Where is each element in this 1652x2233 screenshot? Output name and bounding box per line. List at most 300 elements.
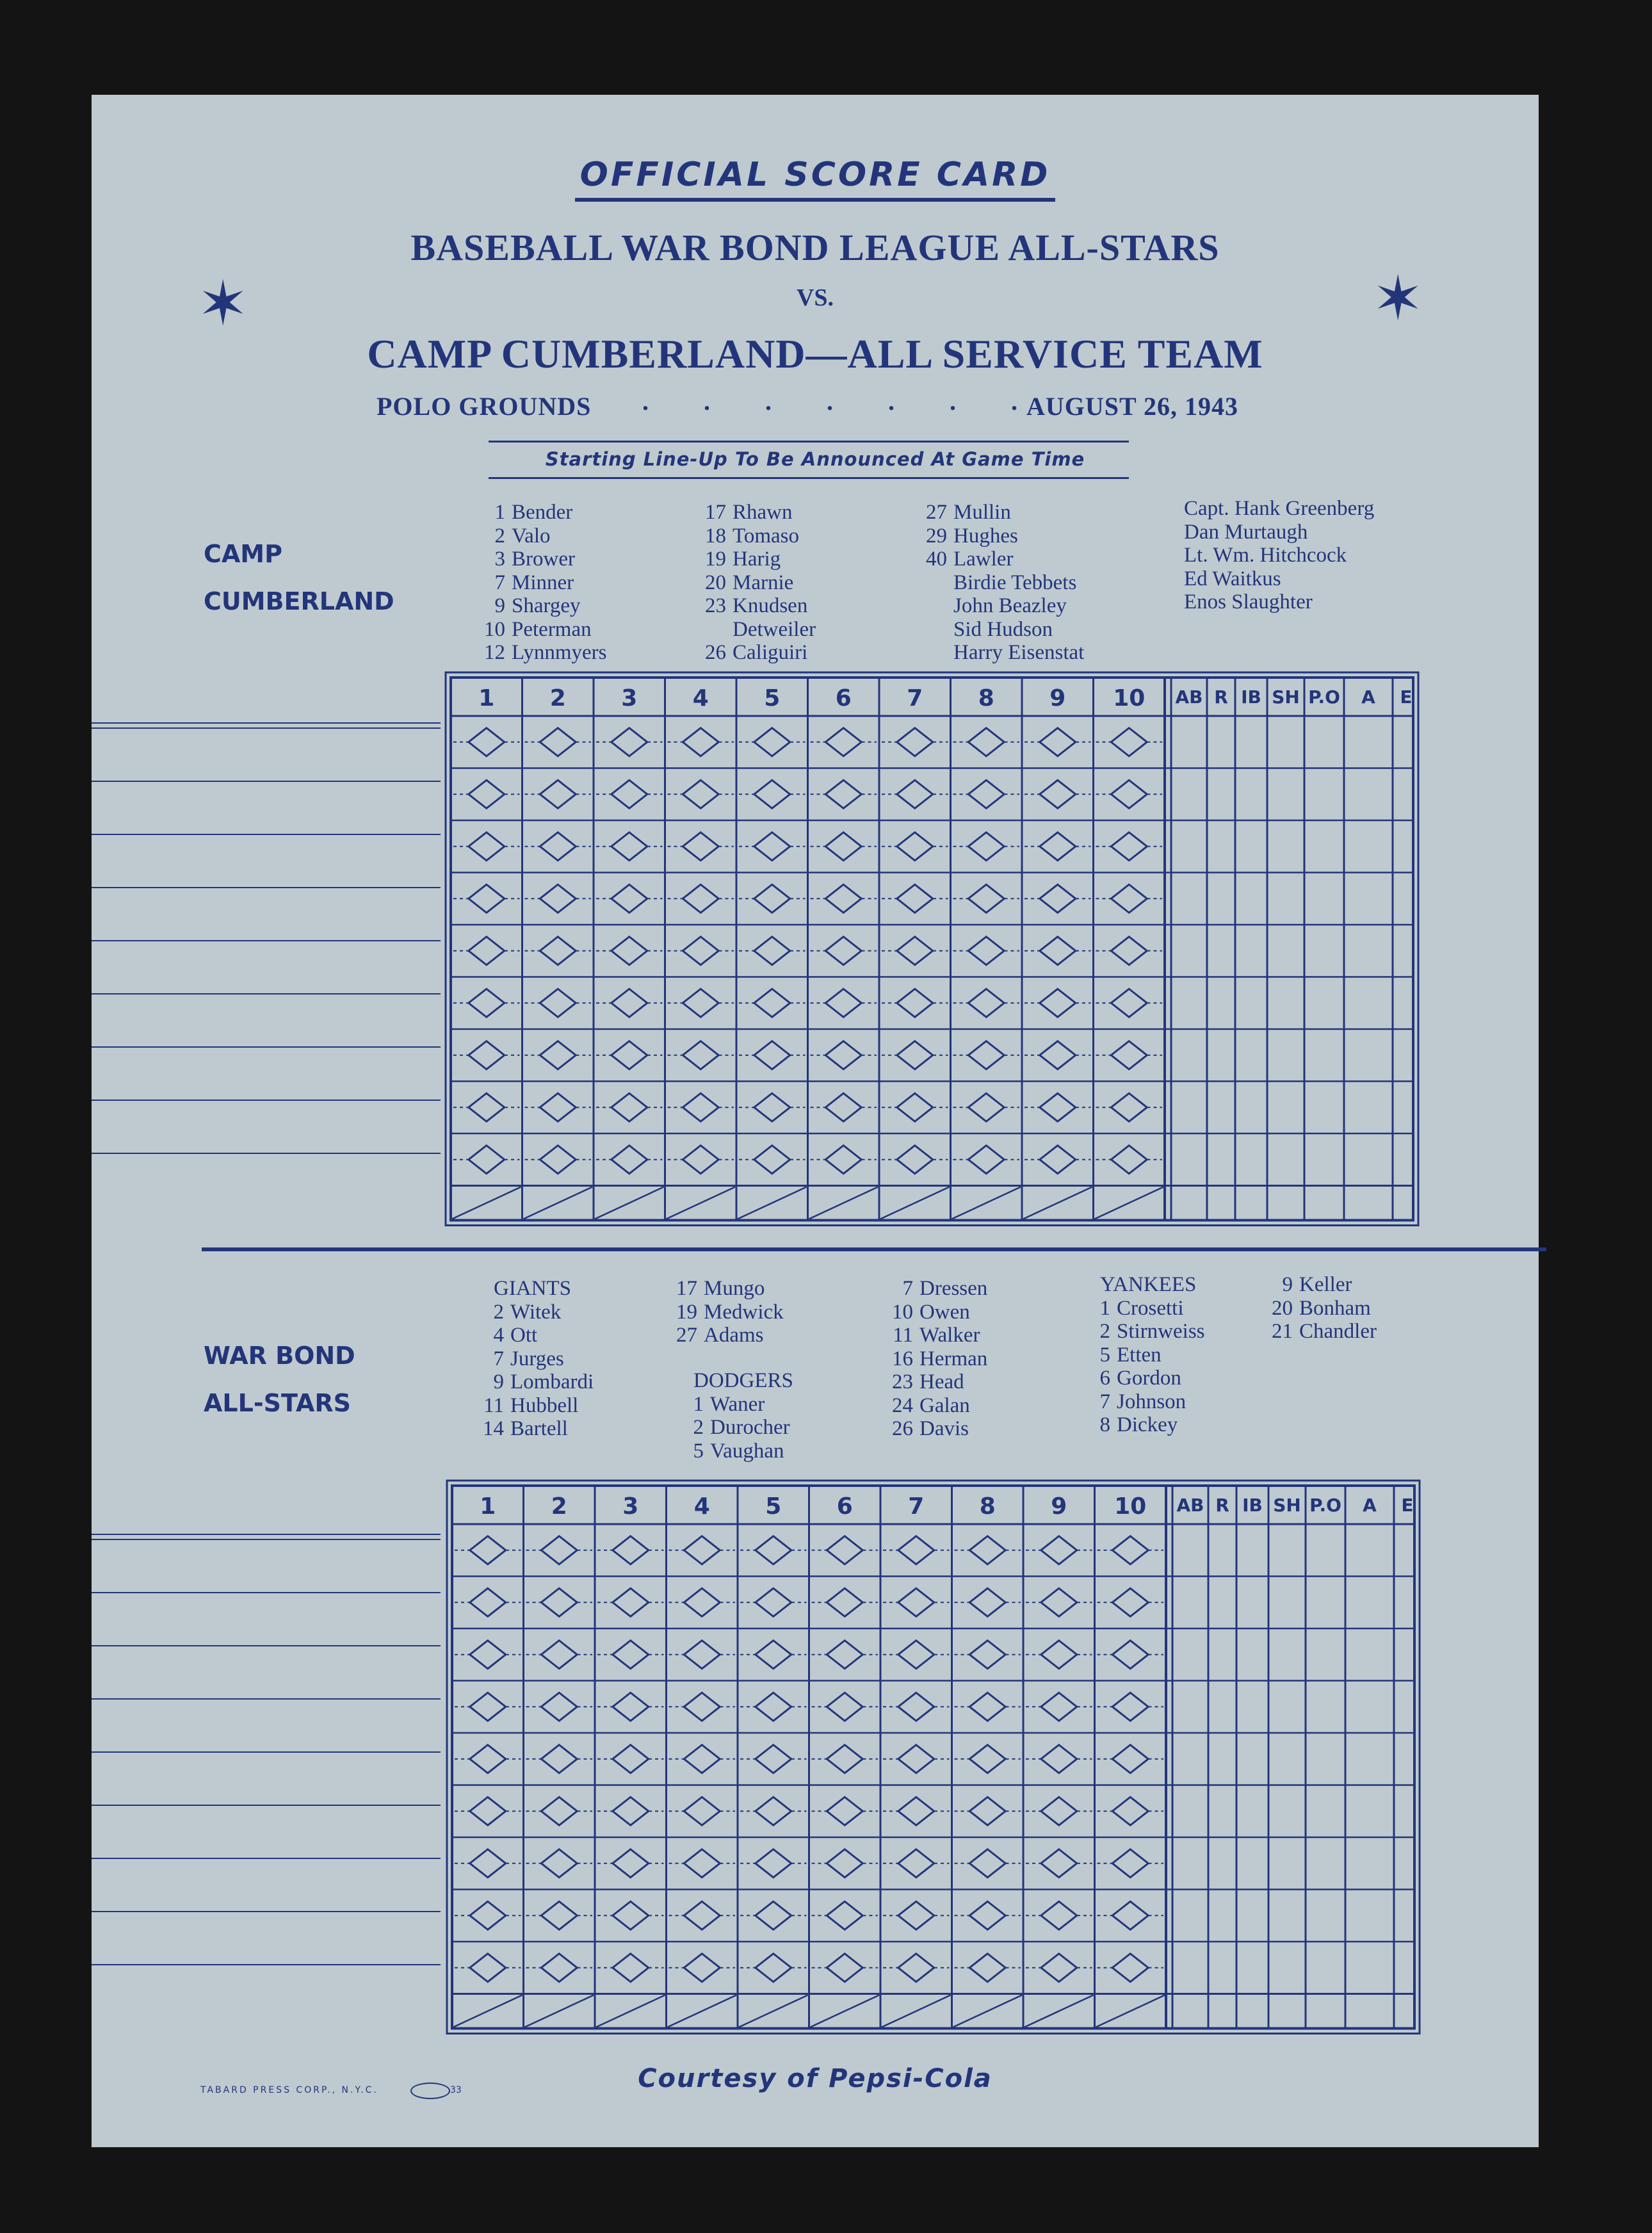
diamond-icon bbox=[1112, 1849, 1148, 1878]
player-name: Crosetti bbox=[1117, 1296, 1184, 1320]
diamond-icon bbox=[611, 1146, 647, 1174]
diamond-icon bbox=[613, 1745, 649, 1773]
player-number: 2 bbox=[693, 1416, 704, 1439]
batter-line[interactable] bbox=[92, 1534, 441, 1535]
diamond-icon bbox=[540, 832, 576, 861]
game-date: AUGUST 26, 1943 bbox=[1026, 392, 1238, 421]
diamond-icon bbox=[469, 780, 505, 808]
diamond-icon bbox=[683, 884, 718, 913]
diamond-icon bbox=[754, 780, 790, 808]
player-name: Mullin bbox=[953, 501, 1011, 524]
diamond-icon bbox=[1111, 1146, 1147, 1174]
union-number: 33 bbox=[450, 2085, 462, 2095]
diamond-icon bbox=[898, 1745, 934, 1773]
diamond-icon bbox=[1040, 884, 1076, 913]
diamond-icon bbox=[541, 1745, 577, 1773]
player-name: Herman bbox=[919, 1347, 988, 1370]
diamond-icon bbox=[1041, 1954, 1077, 1982]
roster-entry bbox=[697, 571, 816, 595]
player-number: 5 bbox=[693, 1439, 704, 1463]
diamond-icon bbox=[898, 1797, 934, 1825]
roster-entry bbox=[918, 524, 1084, 548]
diamond-icon bbox=[469, 728, 505, 756]
stat-header: P.O bbox=[1309, 1495, 1341, 1516]
diamond-icon bbox=[754, 937, 790, 965]
diamond-icon bbox=[1041, 1745, 1077, 1773]
totals-diagonal bbox=[953, 1995, 1023, 2027]
diamond-icon bbox=[1041, 1588, 1077, 1616]
player-name: Medwick bbox=[704, 1300, 784, 1324]
diamond-icon bbox=[897, 937, 933, 965]
diamond-icon bbox=[756, 1641, 791, 1669]
diamond-icon bbox=[683, 937, 718, 965]
roster-entry bbox=[668, 1324, 784, 1347]
diamond-icon bbox=[969, 1588, 1005, 1616]
player-number: 11 bbox=[483, 1393, 504, 1417]
star-icon-left: ✶ bbox=[197, 270, 249, 338]
diamond-icon bbox=[897, 832, 933, 861]
player-name: Hughes bbox=[953, 524, 1018, 548]
diamond-icon bbox=[897, 1146, 933, 1174]
diamond-icon bbox=[470, 1849, 506, 1878]
player-name: Hubbell bbox=[510, 1393, 579, 1417]
diamond-icon bbox=[969, 1641, 1005, 1669]
diamond-icon bbox=[968, 1041, 1004, 1069]
stat-header: A bbox=[1361, 686, 1375, 708]
vs-label: VS. bbox=[796, 284, 834, 311]
diamond-icon bbox=[1111, 1093, 1147, 1121]
batter-line[interactable] bbox=[92, 1911, 441, 1912]
batter-line[interactable] bbox=[92, 1858, 441, 1859]
stat-header: IB bbox=[1241, 686, 1261, 708]
batter-line[interactable] bbox=[92, 727, 441, 729]
stat-header: E bbox=[1400, 686, 1413, 708]
player-number: 21 bbox=[1272, 1320, 1293, 1343]
player-number: 24 bbox=[892, 1393, 913, 1417]
diamond-icon bbox=[968, 884, 1004, 913]
roster-entry bbox=[697, 618, 816, 642]
diamond-icon bbox=[541, 1901, 577, 1929]
diamond-icon bbox=[1111, 832, 1147, 861]
printer-credit: TABARD PRESS CORP., N.Y.C. bbox=[200, 2085, 378, 2095]
roster-dodgers-cont bbox=[884, 1277, 987, 1441]
diamond-icon bbox=[898, 1588, 934, 1616]
totals-diagonal bbox=[809, 1187, 879, 1219]
roster-entry bbox=[674, 1440, 793, 1463]
diamond-icon bbox=[898, 1693, 934, 1721]
totals-diagonal bbox=[738, 1187, 807, 1219]
player-name: Harry Eisenstat bbox=[953, 641, 1085, 664]
diamond-icon bbox=[754, 1041, 790, 1069]
diamond-icon bbox=[613, 1588, 649, 1616]
diamond-icon bbox=[684, 1745, 720, 1773]
roster-entry bbox=[1263, 1297, 1377, 1320]
diamond-icon bbox=[968, 1093, 1004, 1121]
batter-line[interactable] bbox=[92, 993, 441, 995]
diamond-icon bbox=[684, 1588, 720, 1616]
diamond-icon bbox=[540, 937, 576, 965]
diamond-icon bbox=[611, 989, 647, 1017]
grid-border bbox=[452, 1486, 1414, 2029]
roster-entry bbox=[697, 594, 816, 618]
diamond-icon bbox=[827, 1797, 862, 1825]
diamond-icon bbox=[1041, 1849, 1077, 1878]
totals-diagonal bbox=[667, 1187, 736, 1219]
diamond-icon bbox=[756, 1954, 791, 1982]
player-number: 26 bbox=[705, 641, 726, 664]
player-name: Peterman bbox=[512, 617, 592, 641]
team-header: YANKEES bbox=[1100, 1273, 1197, 1296]
player-number: 18 bbox=[705, 524, 726, 548]
player-number: 7 bbox=[1099, 1390, 1110, 1413]
roster-entry bbox=[674, 1416, 793, 1440]
star-icon-right: ✶ bbox=[1372, 264, 1424, 333]
player-name: Adams bbox=[704, 1324, 764, 1347]
diamond-icon bbox=[754, 1093, 790, 1121]
roster-entry bbox=[697, 524, 816, 548]
roster-entry: Enos Slaughter bbox=[1184, 590, 1313, 613]
diamond-icon bbox=[1111, 884, 1147, 913]
diamond-icon bbox=[897, 884, 933, 913]
matchup-line-2: CAMP CUMBERLAND—ALL SERVICE TEAM bbox=[367, 331, 1263, 377]
diamond-icon bbox=[613, 1693, 649, 1721]
batter-line[interactable] bbox=[92, 1751, 441, 1753]
diamond-icon bbox=[825, 884, 861, 913]
player-number: 16 bbox=[892, 1347, 913, 1370]
diamond-icon bbox=[540, 1093, 576, 1121]
diamond-icon bbox=[968, 937, 1004, 965]
diamond-icon bbox=[897, 989, 933, 1017]
inning-number: 10 bbox=[1114, 1493, 1147, 1520]
diamond-icon bbox=[611, 1093, 647, 1121]
batter-line[interactable] bbox=[92, 1698, 441, 1700]
diamond-icon bbox=[613, 1536, 649, 1564]
inning-number: 4 bbox=[693, 1493, 710, 1520]
player-number: 14 bbox=[483, 1417, 504, 1440]
diamond-icon bbox=[968, 780, 1004, 808]
diamond-icon bbox=[611, 937, 647, 965]
scoring-grid bbox=[444, 671, 1533, 1247]
stat-header: AB bbox=[1176, 1495, 1204, 1516]
player-number: 12 bbox=[484, 641, 505, 664]
diamond-icon bbox=[1111, 780, 1147, 808]
diamond-icon bbox=[611, 884, 647, 913]
player-number: 1 bbox=[494, 501, 505, 524]
diamond-icon bbox=[611, 728, 647, 756]
diamond-icon bbox=[827, 1536, 862, 1564]
roster-entry: Lt. Wm. Hitchcock bbox=[1184, 544, 1347, 567]
diamond-icon bbox=[613, 1901, 649, 1929]
player-name: Bartell bbox=[510, 1417, 568, 1440]
diamond-icon bbox=[541, 1588, 577, 1616]
diamond-icon bbox=[754, 728, 790, 756]
batter-line[interactable] bbox=[92, 1592, 441, 1593]
diamond-icon bbox=[613, 1849, 649, 1878]
grid-outer-border bbox=[447, 1481, 1420, 2034]
diamond-icon bbox=[1112, 1693, 1148, 1721]
player-name: Marnie bbox=[733, 571, 794, 594]
roster-entry bbox=[697, 501, 816, 524]
player-number: 7 bbox=[902, 1277, 913, 1300]
diamond-icon bbox=[825, 832, 861, 861]
title-text: OFFICIAL SCORE CARD bbox=[575, 156, 1056, 202]
diamond-icon bbox=[470, 1745, 506, 1773]
batter-line[interactable] bbox=[92, 781, 441, 782]
diamond-icon bbox=[1040, 937, 1076, 965]
diamond-icon bbox=[469, 937, 505, 965]
roster-entry bbox=[884, 1324, 987, 1347]
diamond-icon bbox=[897, 728, 933, 756]
player-name: Stirnweiss bbox=[1117, 1320, 1205, 1343]
roster-entry: Capt. Hank Greenberg bbox=[1184, 497, 1375, 520]
inning-number: 1 bbox=[480, 1493, 496, 1520]
batter-line[interactable] bbox=[92, 1964, 441, 1965]
roster-entry bbox=[674, 1393, 793, 1417]
player-number: 17 bbox=[705, 501, 726, 524]
diamond-icon bbox=[827, 1588, 862, 1616]
roster-entry: Dan Murtaugh bbox=[1184, 520, 1308, 544]
diamond-icon bbox=[1040, 1146, 1076, 1174]
player-name: Bonham bbox=[1299, 1296, 1371, 1320]
totals-diagonal bbox=[811, 1995, 880, 2027]
player-number: 1 bbox=[1099, 1296, 1110, 1320]
diamond-icon bbox=[684, 1901, 720, 1929]
diamond-icon bbox=[754, 884, 790, 913]
diamond-icon bbox=[1112, 1797, 1148, 1825]
totals-diagonal bbox=[524, 1187, 593, 1219]
diamond-icon bbox=[897, 780, 933, 808]
diamond-icon bbox=[1112, 1745, 1148, 1773]
roster-entry bbox=[476, 548, 606, 571]
player-name: Lynnmyers bbox=[512, 641, 607, 664]
player-name: Waner bbox=[710, 1392, 765, 1416]
diamond-icon bbox=[470, 1797, 506, 1825]
batter-line[interactable] bbox=[92, 1539, 441, 1540]
diamond-icon bbox=[611, 780, 647, 808]
diamond-icon bbox=[825, 1041, 861, 1069]
diamond-icon bbox=[613, 1797, 649, 1825]
player-name: Harig bbox=[733, 548, 781, 571]
diamond-icon bbox=[1040, 728, 1076, 756]
inning-number: 8 bbox=[978, 685, 994, 711]
diamond-icon bbox=[898, 1901, 934, 1929]
diamond-icon bbox=[469, 1041, 505, 1069]
player-name: Birdie Tebbets bbox=[953, 571, 1077, 594]
player-name: Jurges bbox=[510, 1347, 564, 1370]
batter-line[interactable] bbox=[92, 1645, 441, 1646]
grid-border bbox=[451, 678, 1413, 1221]
batter-line[interactable] bbox=[92, 887, 441, 888]
diamond-icon bbox=[1111, 1041, 1147, 1069]
diamond-icon bbox=[756, 1901, 791, 1929]
roster-entry bbox=[1081, 1297, 1205, 1320]
diamond-icon bbox=[969, 1954, 1005, 1982]
team-header: GIANTS bbox=[494, 1277, 571, 1300]
diamond-icon bbox=[827, 1954, 862, 1982]
diamond-icon bbox=[684, 1536, 720, 1564]
diamond-icon bbox=[756, 1693, 791, 1721]
batter-line[interactable] bbox=[92, 722, 441, 724]
player-number: 7 bbox=[493, 1347, 504, 1370]
diamond-icon bbox=[897, 1093, 933, 1121]
diamond-icon bbox=[469, 832, 505, 861]
inning-number: 3 bbox=[622, 1493, 639, 1520]
diamond-icon bbox=[613, 1954, 649, 1982]
player-name: Head bbox=[919, 1370, 964, 1393]
roster-entry bbox=[918, 501, 1084, 524]
team-name-line: WAR BOND bbox=[204, 1342, 355, 1370]
sponsor-credit: Courtesy of Pepsi-Cola bbox=[638, 2064, 992, 2093]
page-title bbox=[92, 156, 1539, 194]
roster-entry bbox=[476, 641, 606, 665]
roster-yankees bbox=[1081, 1273, 1205, 1437]
roster-column bbox=[476, 501, 606, 665]
player-number: 7 bbox=[494, 571, 505, 594]
diamond-icon bbox=[684, 1797, 720, 1825]
player-name: Galan bbox=[919, 1393, 970, 1417]
inning-number: 8 bbox=[979, 1493, 996, 1520]
diamond-icon bbox=[1041, 1641, 1077, 1669]
player-number: 27 bbox=[676, 1324, 697, 1347]
player-name: Sid Hudson bbox=[953, 617, 1053, 641]
player-number: 23 bbox=[892, 1370, 913, 1393]
diamond-icon bbox=[540, 780, 576, 808]
inning-number: 1 bbox=[478, 685, 495, 711]
roster-entry bbox=[476, 524, 606, 548]
diamond-icon bbox=[756, 1588, 791, 1616]
totals-diagonal bbox=[1095, 1187, 1164, 1219]
diamond-icon bbox=[898, 1954, 934, 1982]
diamond-icon bbox=[683, 728, 718, 756]
player-name: Valo bbox=[512, 524, 551, 548]
roster-entry bbox=[474, 1394, 594, 1418]
player-number: 11 bbox=[893, 1324, 913, 1347]
inning-number: 2 bbox=[551, 1493, 567, 1520]
divider-rule bbox=[489, 477, 1129, 479]
player-number: 2 bbox=[493, 1300, 504, 1324]
diamond-icon bbox=[683, 1041, 718, 1069]
player-name: Johnson bbox=[1117, 1390, 1186, 1413]
player-name: Etten bbox=[1117, 1343, 1162, 1367]
roster-entry: Ed Waitkus bbox=[1184, 567, 1281, 590]
totals-diagonal bbox=[880, 1187, 950, 1219]
diamond-icon bbox=[1041, 1901, 1077, 1929]
diamond-icon bbox=[469, 1093, 505, 1121]
lineup-note: Starting Line-Up To Be Announced At Game Time bbox=[545, 448, 1085, 470]
batter-line[interactable] bbox=[92, 1046, 441, 1048]
leader-dots: . . . . . . . bbox=[642, 387, 1042, 416]
player-number: 23 bbox=[705, 594, 726, 617]
roster-column bbox=[697, 501, 816, 665]
roster-entry bbox=[474, 1370, 594, 1394]
diamond-icon bbox=[825, 780, 861, 808]
batter-line[interactable] bbox=[92, 1153, 441, 1154]
diamond-icon bbox=[540, 884, 576, 913]
roster-entry bbox=[1081, 1344, 1205, 1367]
diamond-icon bbox=[1040, 1093, 1076, 1121]
divider-rule bbox=[489, 441, 1129, 443]
roster-entry bbox=[918, 548, 1084, 571]
diamond-icon bbox=[540, 1041, 576, 1069]
player-name: Brower bbox=[512, 548, 575, 571]
player-name: Walker bbox=[919, 1324, 980, 1347]
roster-entry bbox=[476, 618, 606, 642]
diamond-icon bbox=[825, 937, 861, 965]
diamond-icon bbox=[1111, 937, 1147, 965]
score-card bbox=[92, 95, 1539, 2147]
player-name: Mungo bbox=[704, 1277, 765, 1300]
diamond-icon bbox=[541, 1693, 577, 1721]
player-name: Chandler bbox=[1299, 1320, 1377, 1343]
player-number: 19 bbox=[676, 1300, 697, 1324]
batter-line[interactable] bbox=[92, 940, 441, 941]
player-number: 3 bbox=[494, 548, 505, 571]
player-number: 27 bbox=[926, 501, 947, 524]
player-name: Lawler bbox=[953, 548, 1014, 571]
roster-column bbox=[918, 501, 1084, 665]
roster-entry bbox=[918, 594, 1084, 618]
batter-line[interactable] bbox=[92, 834, 441, 835]
diamond-icon bbox=[683, 832, 718, 861]
player-number: 1 bbox=[693, 1392, 704, 1416]
player-number: 9 bbox=[493, 1370, 504, 1393]
roster-entry bbox=[918, 618, 1084, 642]
player-name: Dickey bbox=[1117, 1413, 1178, 1436]
totals-diagonal bbox=[882, 1995, 951, 2027]
diamond-icon bbox=[470, 1588, 506, 1616]
player-name: John Beazley bbox=[953, 594, 1067, 617]
diamond-icon bbox=[1112, 1641, 1148, 1669]
roster-entry bbox=[1263, 1273, 1377, 1297]
grid-outer-border bbox=[446, 672, 1418, 1226]
totals-diagonal bbox=[595, 1187, 664, 1219]
player-name: Tomaso bbox=[733, 524, 800, 548]
player-name: Ott bbox=[510, 1324, 538, 1347]
player-number: 20 bbox=[1272, 1296, 1293, 1320]
stat-header: P.O bbox=[1308, 686, 1340, 708]
batter-line[interactable] bbox=[92, 1805, 441, 1806]
totals-diagonal bbox=[525, 1995, 594, 2027]
diamond-icon bbox=[470, 1954, 506, 1982]
roster-giants bbox=[474, 1277, 594, 1441]
roster-entry bbox=[1081, 1390, 1205, 1414]
stat-header: R bbox=[1215, 1495, 1229, 1516]
player-name: Knudsen bbox=[733, 594, 808, 617]
totals-diagonal bbox=[1096, 1995, 1165, 2027]
section-divider bbox=[202, 1247, 1546, 1251]
player-name: Caliguiri bbox=[733, 641, 808, 664]
roster-entry bbox=[918, 571, 1084, 595]
diamond-icon bbox=[683, 780, 718, 808]
diamond-icon bbox=[969, 1797, 1005, 1825]
roster-entry bbox=[668, 1277, 784, 1301]
team-name-line: CUMBERLAND bbox=[204, 587, 394, 615]
roster-entry bbox=[918, 641, 1084, 665]
totals-diagonal bbox=[1024, 1995, 1094, 2027]
player-name: Durocher bbox=[710, 1416, 790, 1439]
diamond-icon bbox=[968, 989, 1004, 1017]
player-number: 19 bbox=[705, 548, 726, 571]
stat-header: AB bbox=[1175, 686, 1203, 708]
diamond-icon bbox=[1040, 989, 1076, 1017]
roster-entry bbox=[884, 1370, 987, 1394]
roster-entry bbox=[1081, 1367, 1205, 1390]
roster-entry bbox=[476, 594, 606, 618]
diamond-icon bbox=[1111, 989, 1147, 1017]
scoring-grid bbox=[446, 1479, 1534, 2056]
inning-number: 10 bbox=[1113, 685, 1146, 711]
batter-line[interactable] bbox=[92, 1100, 441, 1101]
